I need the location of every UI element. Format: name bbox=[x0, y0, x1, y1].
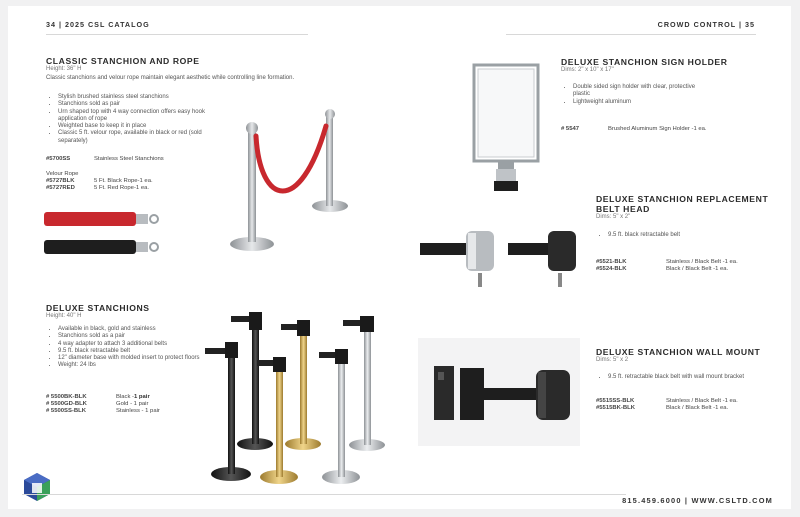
sku-label: Stainless / Black Belt -1 ea. bbox=[666, 259, 738, 265]
sign-holder-bullet: • Lightweight aluminum bbox=[573, 99, 713, 106]
sku-code: #5521-BLK bbox=[596, 259, 627, 265]
header-rule-right bbox=[506, 34, 756, 35]
belt-head-title-line2: BELT HEAD bbox=[596, 204, 650, 214]
belt-head-photo bbox=[418, 221, 586, 296]
sign-holder-dims: Dims: 2" x 10" x 17" bbox=[561, 67, 614, 73]
deluxe-bullet: • Stanchions sold as a pair bbox=[58, 333, 208, 340]
belt-head-bullet: • 9.5 ft. black retractable belt bbox=[608, 232, 758, 239]
sku-label: 5 Ft. Red Rope-1 ea. bbox=[94, 185, 150, 191]
sku-code: # 5500GD-BLK bbox=[46, 401, 87, 407]
deluxe-bullet: • Weight: 24 lbs bbox=[58, 362, 208, 369]
deluxe-bullets bbox=[46, 326, 208, 370]
csl-logo-icon bbox=[22, 472, 52, 502]
sku-label: Black / Black Belt -1 ea. bbox=[666, 405, 729, 411]
red-rope bbox=[44, 212, 136, 226]
belt-head-dims: Dims: 5" x 2" bbox=[596, 214, 631, 220]
classic-stanchion-photo bbox=[220, 106, 360, 256]
sku-label: Stainless - 1 pair bbox=[116, 408, 160, 414]
classic-bullet: • Classic 5 ft. velour rope, available in black or red (sold separately) bbox=[58, 130, 233, 145]
sku-qty: 1 pair bbox=[134, 394, 150, 400]
sku-code: #5515BK-BLK bbox=[596, 405, 635, 411]
sku-code: # 5500BK-BLK bbox=[46, 394, 87, 400]
wall-mount-bullet: • 9.5 ft. retractable black belt with wall mount bracket bbox=[608, 374, 778, 381]
classic-bullet: • Urn shaped top with 4 way connection offers easy hook application of rope bbox=[58, 109, 233, 124]
deluxe-bullet: • Available in black, gold and stainless bbox=[58, 326, 208, 333]
black-rope bbox=[44, 240, 136, 254]
classic-stanchion-sku bbox=[46, 156, 164, 163]
deluxe-title: DELUXE STANCHIONS bbox=[46, 303, 150, 313]
catalog-sheet bbox=[8, 6, 791, 509]
sku-label: Stainless / Black Belt -1 ea. bbox=[666, 398, 738, 404]
sku-code: #5700SS bbox=[46, 156, 71, 162]
sku-label: Black / Black Belt -1 ea. bbox=[666, 266, 729, 272]
deluxe-bullet: • 12" diameter base with molded insert to protect floors bbox=[58, 355, 208, 362]
sku-code: #5727BLK bbox=[46, 178, 75, 184]
sku-label: Stainless Steel Stanchions bbox=[94, 156, 164, 162]
classic-bullet: • Weighted base to keep it in place bbox=[58, 123, 233, 130]
classic-height: Height: 36" H bbox=[46, 66, 82, 72]
page-header-right: CROWD CONTROL | 35 bbox=[657, 20, 755, 29]
sign-holder-bullet: • Double sided sign holder with clear, protective plastic bbox=[573, 84, 713, 99]
wall-mount-photo bbox=[426, 354, 576, 434]
sku-label: 5 Ft. Black Rope-1 ea. bbox=[94, 178, 153, 184]
sku-label: Gold - 1 pair bbox=[116, 401, 149, 407]
footer-rule bbox=[22, 494, 626, 495]
deluxe-sku-row bbox=[46, 408, 160, 415]
sku-code: #5727RED bbox=[46, 185, 75, 191]
wall-mount-dims: Dims: 5" x 2 bbox=[596, 357, 629, 363]
deluxe-bullet: • 4 way adapter to attach 3 additional belts bbox=[58, 341, 208, 348]
sku-code: # 5547 bbox=[561, 126, 580, 132]
sku-label: Black - bbox=[116, 394, 135, 400]
wall-mount-title: DELUXE STANCHION WALL MOUNT bbox=[596, 347, 761, 357]
belt-head-bullets bbox=[596, 232, 758, 239]
deluxe-bullet: • 9.5 ft. black retractable belt bbox=[58, 348, 208, 355]
wall-mount-sku-row bbox=[596, 405, 728, 412]
sign-holder-bullets bbox=[561, 84, 713, 106]
classic-description: Classic stanchions and velour rope maintain elegant aesthetic while controlling line formation. bbox=[46, 75, 295, 81]
sku-code: # 5500SS-BLK bbox=[46, 408, 86, 414]
deluxe-height: Height: 40" H bbox=[46, 313, 82, 319]
classic-title: CLASSIC STANCHION AND ROPE bbox=[46, 56, 200, 66]
sign-holder-photo bbox=[470, 61, 550, 196]
classic-bullet: • Stanchions sold as pair bbox=[58, 101, 233, 108]
rope-heading: Velour Rope bbox=[46, 171, 79, 177]
deluxe-stanchions-photo bbox=[193, 302, 403, 492]
sku-code: #5524-BLK bbox=[596, 266, 627, 272]
wall-mount-bullets bbox=[596, 374, 778, 381]
sign-holder-title: DELUXE STANCHION SIGN HOLDER bbox=[561, 57, 728, 67]
velour-rope-photo bbox=[42, 206, 166, 266]
classic-bullets bbox=[46, 94, 233, 145]
page-header-left: 34 | 2025 CSL CATALOG bbox=[46, 20, 150, 29]
classic-bullet: • Stylish brushed stainless steel stanchions bbox=[58, 94, 233, 101]
footer-contact: 815.459.6000 | WWW.CSLTD.COM bbox=[622, 496, 773, 505]
rope-sku-row bbox=[46, 185, 149, 192]
sku-code: #5515SS-BLK bbox=[596, 398, 635, 404]
sku-label: Brushed Aluminum Sign Holder -1 ea. bbox=[608, 126, 707, 132]
belt-head-title-line1: DELUXE STANCHION REPLACEMENT bbox=[596, 194, 769, 204]
header-rule-left bbox=[46, 34, 308, 35]
sign-holder-sku bbox=[561, 126, 707, 133]
belt-head-sku-row bbox=[596, 266, 728, 273]
